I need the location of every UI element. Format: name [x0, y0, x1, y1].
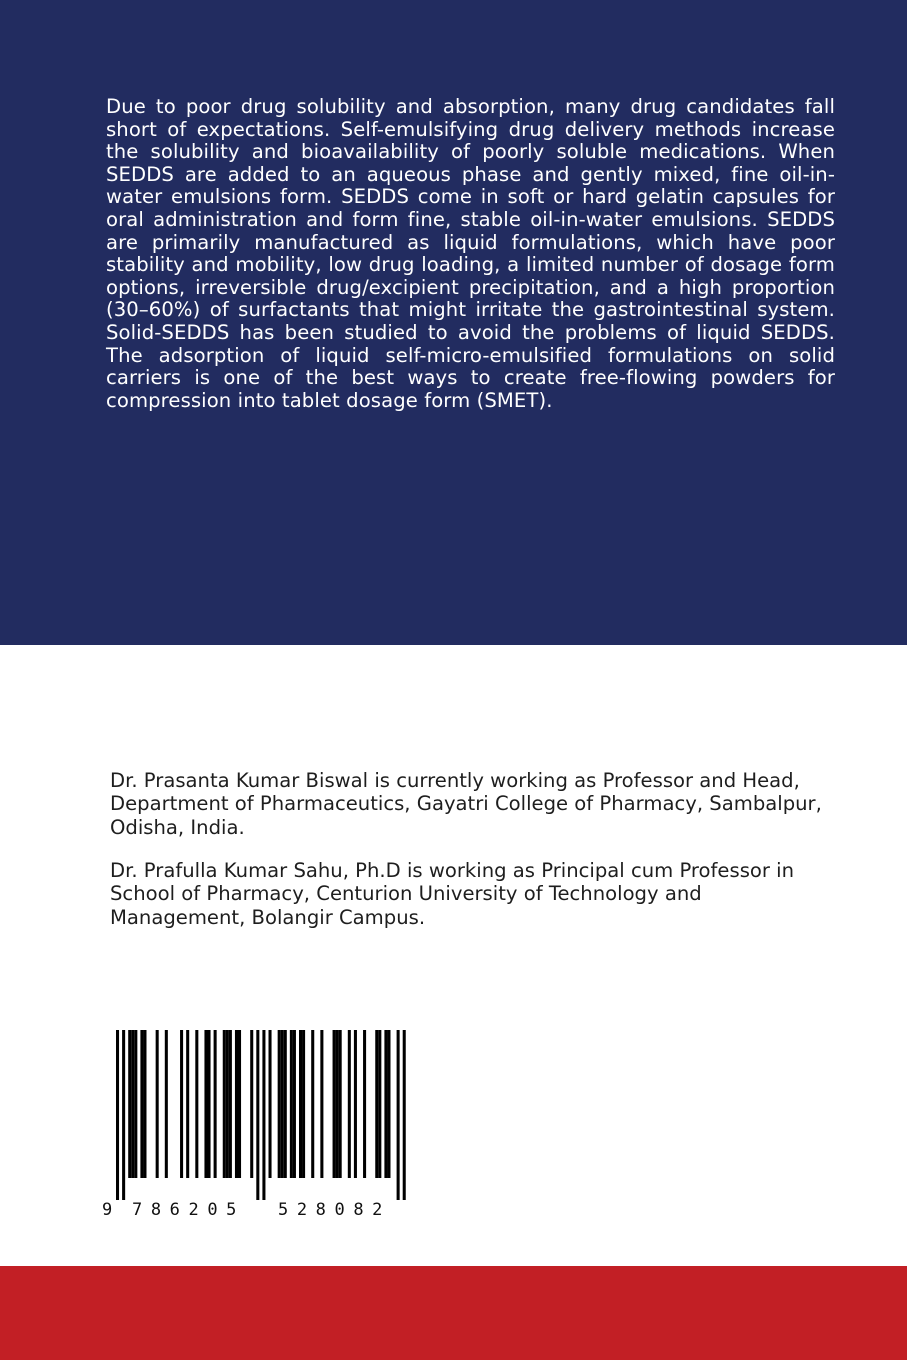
- barcode-bar: [116, 1030, 119, 1200]
- barcode-bar: [143, 1030, 146, 1178]
- barcode-bar: [363, 1030, 366, 1178]
- barcode-bar: [128, 1030, 131, 1178]
- barcode-bar: [208, 1030, 211, 1178]
- barcode-bar: [299, 1030, 302, 1178]
- back-cover-bottom-band: [0, 1266, 907, 1360]
- barcode-bar: [348, 1030, 351, 1178]
- author-bio-biswal: Dr. Prasanta Kumar Biswal is currently working as Professor and Head, Department of Pharmaceutics, Gayatri College of Pharmacy, Sambalpur, Odisha, India.: [110, 769, 822, 839]
- barcode-bar: [214, 1030, 217, 1178]
- barcode-bar: [165, 1030, 168, 1178]
- barcode-bar: [226, 1030, 229, 1178]
- barcode-bar: [302, 1030, 305, 1178]
- barcode-bar: [269, 1030, 272, 1178]
- barcode-bar: [387, 1030, 390, 1178]
- barcode-bar: [131, 1030, 134, 1178]
- barcode-bar: [336, 1030, 339, 1178]
- barcode-bars: [100, 1030, 420, 1200]
- barcode-bar: [281, 1030, 284, 1178]
- barcode-bar: [403, 1030, 406, 1200]
- barcode-bar: [284, 1030, 287, 1178]
- barcode-bar: [186, 1030, 189, 1178]
- barcode-bar: [134, 1030, 137, 1178]
- book-blurb: Due to poor drug solubility and absorption, many drug candidates fall short of expectations. Self-emulsifying drug delivery methods increase the solubility and bioavailability of poorly soluble medications. When SEDDS are added to an aqueous phase and gently mixed, fine oil-in-water emulsions form. SEDDS come in soft or hard gelatin capsules for oral administration and form fine, stable oil-in-water emulsions. SEDDS are primarily manufactured as liquid formulations, which have poor stability and mobility, low drug loading, a limited number of dosage form options, irreversible drug/excipient precipitation, and a high proportion (30–60%) of surfactants that might irritate the gastrointestinal system. Solid-SEDDS has been studied to avoid the problems of liquid SEDDS. The adsorption of liquid self-micro-emulsified formulations on solid carriers is one of the best ways to create free-flowing powders for compression into tablet dosage form (SMET).: [106, 95, 835, 412]
- barcode-bar: [333, 1030, 336, 1178]
- barcode-digit-group-right: 528082: [278, 1200, 392, 1220]
- barcode-bar: [311, 1030, 314, 1178]
- barcode-bar: [250, 1030, 253, 1178]
- back-cover-top-panel: [0, 0, 907, 645]
- isbn-barcode: [100, 1030, 420, 1222]
- barcode-bar: [140, 1030, 143, 1178]
- barcode-bar: [156, 1030, 159, 1178]
- barcode-bar: [278, 1030, 281, 1178]
- barcode-bar: [339, 1030, 342, 1178]
- barcode-digit-lead: 9: [102, 1200, 113, 1220]
- barcode-bar: [262, 1030, 265, 1200]
- barcode-bar: [397, 1030, 400, 1200]
- barcode-bar: [195, 1030, 198, 1178]
- barcode-bar: [204, 1030, 207, 1178]
- barcode-bar: [256, 1030, 259, 1200]
- barcode-bar: [290, 1030, 293, 1178]
- barcode-bar: [384, 1030, 387, 1178]
- barcode-bar: [180, 1030, 183, 1178]
- barcode-digits: [100, 1200, 420, 1224]
- barcode-bar: [293, 1030, 296, 1178]
- barcode-digit-group-left: 786205: [132, 1200, 246, 1220]
- barcode-bar: [223, 1030, 226, 1178]
- author-bio-sahu: Dr. Prafulla Kumar Sahu, Ph.D is working as Principal cum Professor in School of Pharmacy, Centurion University of Technology and Management, Bolangir Campus.: [110, 859, 795, 929]
- barcode-bar: [378, 1030, 381, 1178]
- barcode-bar: [235, 1030, 238, 1178]
- barcode-bar: [122, 1030, 125, 1200]
- barcode-bar: [229, 1030, 232, 1178]
- barcode-bar: [320, 1030, 323, 1178]
- barcode-bar: [375, 1030, 378, 1178]
- barcode-bar: [354, 1030, 357, 1178]
- barcode-bar: [238, 1030, 241, 1178]
